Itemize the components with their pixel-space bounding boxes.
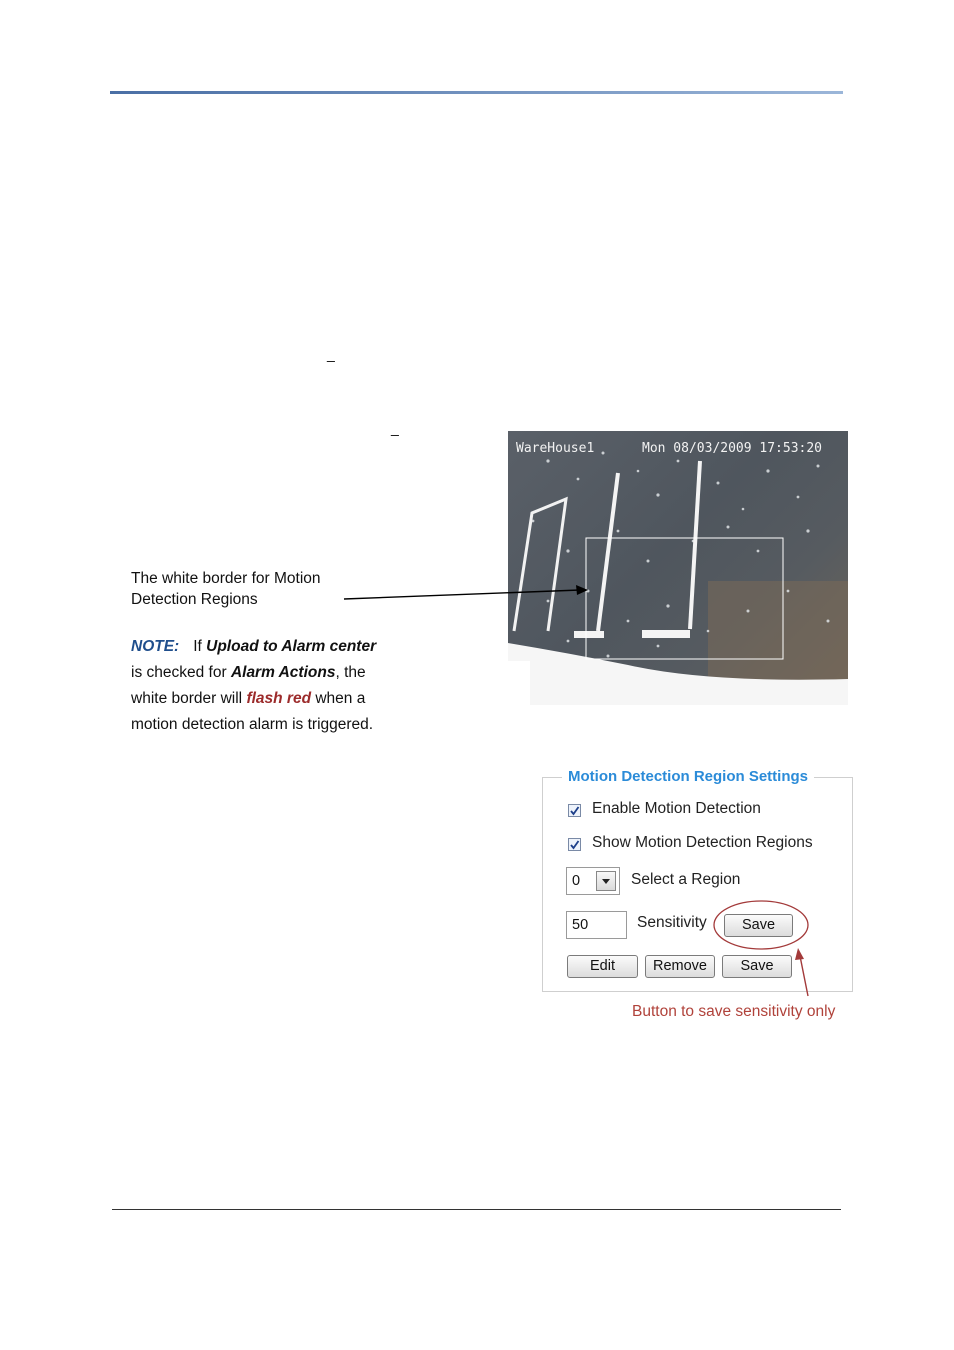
callout-line: The white border for Motion (131, 570, 321, 587)
upload-to-alarm-center: Upload to Alarm center (206, 638, 377, 655)
edit-button[interactable]: Edit (567, 955, 638, 978)
note-line (131, 634, 421, 660)
sensitivity-input[interactable]: 50 (566, 911, 627, 939)
dropdown-arrow-shape (597, 872, 615, 890)
camera-snapshot (508, 431, 848, 705)
dash-mark: _ (327, 346, 335, 362)
remove-button[interactable]: Remove (645, 955, 715, 978)
note-text: when a (311, 690, 366, 707)
header-rule (110, 91, 843, 94)
select-region-label: Select a Region (631, 871, 741, 888)
check-icon (569, 839, 580, 850)
region-select-value: 0 (572, 873, 581, 889)
note-paragraph (131, 634, 421, 738)
flash-red-text: flash red (246, 690, 312, 707)
callout-line: Detection Regions (131, 591, 258, 608)
note-line: motion detection alarm is triggered. (131, 716, 374, 733)
camera-name: WareHouse1 (516, 441, 595, 456)
save-button[interactable]: Save (722, 955, 792, 978)
note-line (131, 660, 421, 686)
save-sensitivity-button[interactable]: Save (724, 914, 793, 937)
annotation-caption: Button to save sensitivity only (632, 1003, 836, 1020)
note-text: white border will (131, 690, 247, 707)
callout-text (131, 568, 371, 610)
note-text: , the (335, 664, 366, 681)
show-regions-checkbox[interactable] (568, 838, 581, 851)
camera-scene (508, 431, 848, 705)
footer-rule (112, 1209, 841, 1210)
alarm-actions: Alarm Actions (230, 664, 336, 681)
dash-mark: _ (391, 420, 399, 436)
note-label: NOTE: (131, 638, 180, 655)
enable-motion-detection-label: Enable Motion Detection (592, 800, 761, 817)
sensitivity-label: Sensitivity (637, 914, 707, 931)
note-text: is checked for (131, 664, 231, 681)
note-line (131, 686, 421, 712)
highlight-annotation (700, 890, 850, 1010)
enable-motion-detection-checkbox[interactable] (568, 804, 581, 817)
panel-title: Motion Detection Region Settings (562, 768, 814, 785)
check-icon (569, 805, 580, 816)
note-text: If (193, 638, 207, 655)
show-regions-label: Show Motion Detection Regions (592, 834, 813, 851)
chevron-down-icon[interactable] (596, 871, 616, 891)
callout-arrow (340, 580, 600, 610)
camera-timestamp: Mon 08/03/2009 17:53:20 (642, 441, 823, 456)
